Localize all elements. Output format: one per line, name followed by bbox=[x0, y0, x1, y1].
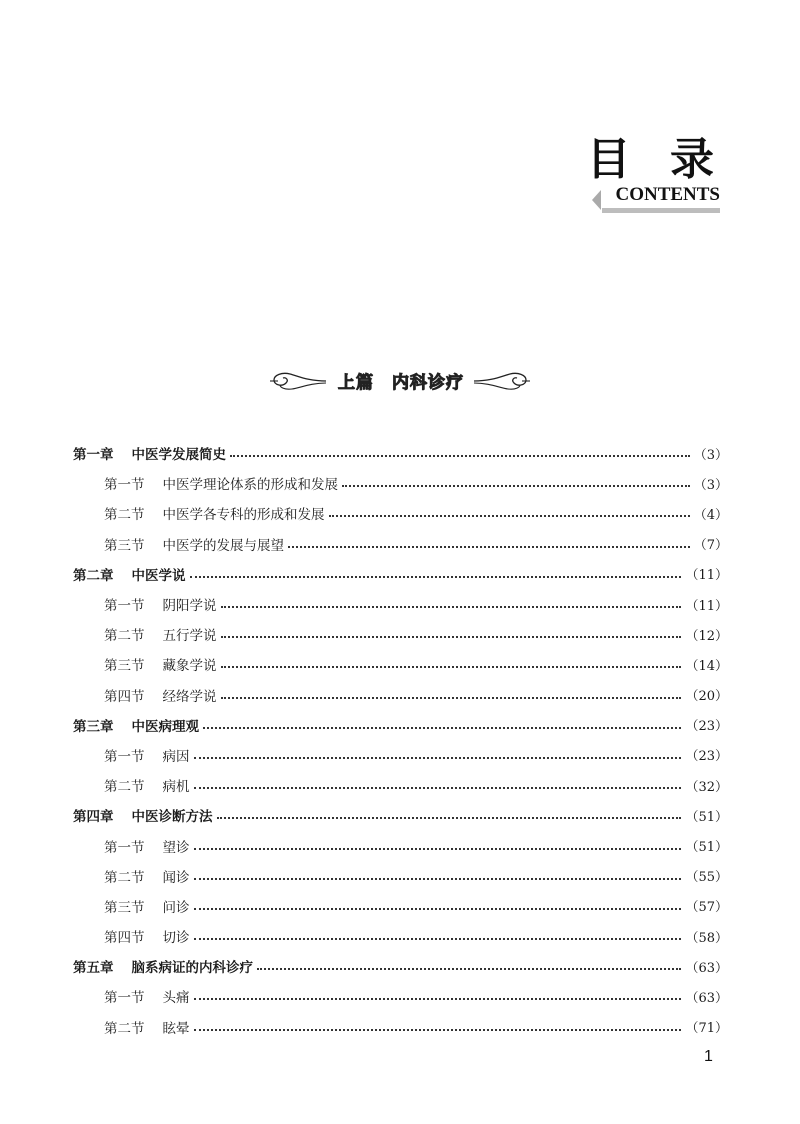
toc-title: 头痛 bbox=[162, 990, 190, 1007]
toc-section[interactable] bbox=[73, 740, 728, 770]
toc-number: 第五章 bbox=[73, 960, 114, 977]
toc-title: 藏象学说 bbox=[162, 658, 217, 675]
toc-page: （3） bbox=[693, 477, 728, 493]
toc-section[interactable] bbox=[73, 649, 728, 679]
page-subtitle: CONTENTS bbox=[615, 184, 720, 205]
toc-number: 第三节 bbox=[104, 537, 145, 554]
toc-chapter-4[interactable] bbox=[73, 800, 728, 830]
dot-leader bbox=[190, 576, 682, 578]
toc-title: 中医学发展简史 bbox=[131, 447, 226, 464]
toc-number: 第四章 bbox=[73, 809, 114, 826]
toc-page: （7） bbox=[693, 538, 728, 554]
right-scroll-ornament bbox=[472, 366, 532, 396]
table-of-contents bbox=[73, 438, 728, 1042]
toc-number: 第一节 bbox=[104, 748, 145, 765]
toc-page: （23） bbox=[685, 719, 728, 735]
toc-title: 望诊 bbox=[162, 839, 190, 856]
dot-leader bbox=[329, 515, 690, 517]
toc-section[interactable] bbox=[73, 498, 728, 528]
toc-number: 第一节 bbox=[104, 477, 145, 494]
dot-leader bbox=[221, 666, 682, 668]
toc-title: 眩晕 bbox=[162, 1020, 190, 1037]
toc-section[interactable] bbox=[73, 770, 728, 800]
toc-section[interactable] bbox=[73, 891, 728, 921]
toc-page: （71） bbox=[685, 1021, 728, 1037]
dot-leader bbox=[194, 757, 682, 759]
dot-leader bbox=[203, 727, 681, 729]
toc-section[interactable] bbox=[73, 861, 728, 891]
toc-number: 第四节 bbox=[104, 688, 145, 705]
dot-leader bbox=[217, 817, 682, 819]
dot-leader bbox=[194, 787, 682, 789]
toc-page: （51） bbox=[685, 809, 728, 825]
toc-chapter-3[interactable] bbox=[73, 710, 728, 740]
subtitle-banner bbox=[590, 184, 720, 214]
dot-leader bbox=[342, 485, 690, 487]
toc-page: （63） bbox=[685, 990, 728, 1006]
toc-page: （32） bbox=[685, 779, 728, 795]
dot-leader bbox=[288, 546, 690, 548]
toc-title: 中医学理论体系的形成和发展 bbox=[162, 477, 338, 494]
toc-page: （14） bbox=[685, 658, 728, 674]
toc-page: （11） bbox=[685, 598, 728, 614]
toc-chapter-1[interactable] bbox=[73, 438, 728, 468]
toc-number: 第二节 bbox=[104, 779, 145, 796]
subtitle-arrow-ornament bbox=[592, 190, 601, 210]
dot-leader bbox=[194, 908, 682, 910]
toc-number: 第一章 bbox=[73, 447, 114, 464]
dot-leader bbox=[194, 848, 682, 850]
dot-leader bbox=[221, 606, 682, 608]
toc-page: （63） bbox=[685, 960, 728, 976]
toc-number: 第二节 bbox=[104, 869, 145, 886]
toc-number: 第三章 bbox=[73, 718, 114, 735]
toc-number: 第二章 bbox=[73, 567, 114, 584]
toc-number: 第一节 bbox=[104, 839, 145, 856]
toc-page: （58） bbox=[685, 930, 728, 946]
toc-chapter-2[interactable] bbox=[73, 559, 728, 589]
dot-leader bbox=[257, 968, 681, 970]
dot-leader bbox=[194, 1029, 682, 1031]
toc-number: 第一节 bbox=[104, 598, 145, 615]
toc-section[interactable] bbox=[73, 981, 728, 1011]
toc-number: 第二节 bbox=[104, 507, 145, 524]
toc-section[interactable] bbox=[73, 1012, 728, 1042]
toc-title: 中医病理观 bbox=[131, 718, 199, 735]
toc-title: 五行学说 bbox=[162, 628, 217, 645]
toc-number: 第三节 bbox=[104, 899, 145, 916]
toc-title: 中医学各专科的形成和发展 bbox=[162, 507, 325, 524]
toc-page: （4） bbox=[693, 507, 728, 523]
dot-leader bbox=[194, 998, 682, 1000]
toc-title: 病机 bbox=[162, 779, 190, 796]
toc-page: （12） bbox=[685, 628, 728, 644]
toc-section[interactable] bbox=[73, 529, 728, 559]
toc-number: 第一节 bbox=[104, 990, 145, 1007]
toc-number: 第四节 bbox=[104, 930, 145, 947]
toc-page: （3） bbox=[693, 447, 728, 463]
toc-number: 第二节 bbox=[104, 628, 145, 645]
page-title: 目 录 bbox=[586, 134, 726, 185]
dot-leader bbox=[230, 455, 690, 457]
toc-page: （23） bbox=[685, 749, 728, 765]
toc-title: 病因 bbox=[162, 748, 190, 765]
toc-title: 问诊 bbox=[162, 899, 190, 916]
toc-title: 闻诊 bbox=[162, 869, 190, 886]
toc-section[interactable] bbox=[73, 830, 728, 860]
toc-section[interactable] bbox=[73, 589, 728, 619]
toc-section[interactable] bbox=[73, 921, 728, 951]
toc-title: 阴阳学说 bbox=[162, 598, 217, 615]
toc-number: 第三节 bbox=[104, 658, 145, 675]
dot-leader bbox=[194, 938, 682, 940]
page-number: 1 bbox=[704, 1048, 713, 1065]
toc-title: 中医诊断方法 bbox=[131, 809, 213, 826]
dot-leader bbox=[221, 636, 682, 638]
toc-chapter-5[interactable] bbox=[73, 951, 728, 981]
toc-section[interactable] bbox=[73, 619, 728, 649]
part-header bbox=[268, 366, 532, 396]
toc-title: 脑系病证的内科诊疗 bbox=[131, 960, 253, 977]
toc-title: 中医学的发展与展望 bbox=[162, 537, 284, 554]
toc-page: （55） bbox=[685, 870, 728, 886]
toc-title: 经络学说 bbox=[162, 688, 217, 705]
dot-leader bbox=[221, 697, 682, 699]
toc-page: （57） bbox=[685, 900, 728, 916]
toc-page: （20） bbox=[685, 689, 728, 705]
toc-page: （11） bbox=[685, 568, 728, 584]
toc-title: 切诊 bbox=[162, 930, 190, 947]
toc-number: 第二节 bbox=[104, 1020, 145, 1037]
part-label: 上篇 内科诊疗 bbox=[338, 373, 464, 393]
toc-heading bbox=[520, 134, 726, 205]
left-scroll-ornament bbox=[268, 366, 328, 396]
toc-page: （51） bbox=[685, 840, 728, 856]
subtitle-underline-bar bbox=[602, 208, 720, 213]
dot-leader bbox=[194, 878, 682, 880]
toc-section[interactable] bbox=[73, 468, 728, 498]
toc-section[interactable] bbox=[73, 680, 728, 710]
toc-title: 中医学说 bbox=[131, 567, 186, 584]
